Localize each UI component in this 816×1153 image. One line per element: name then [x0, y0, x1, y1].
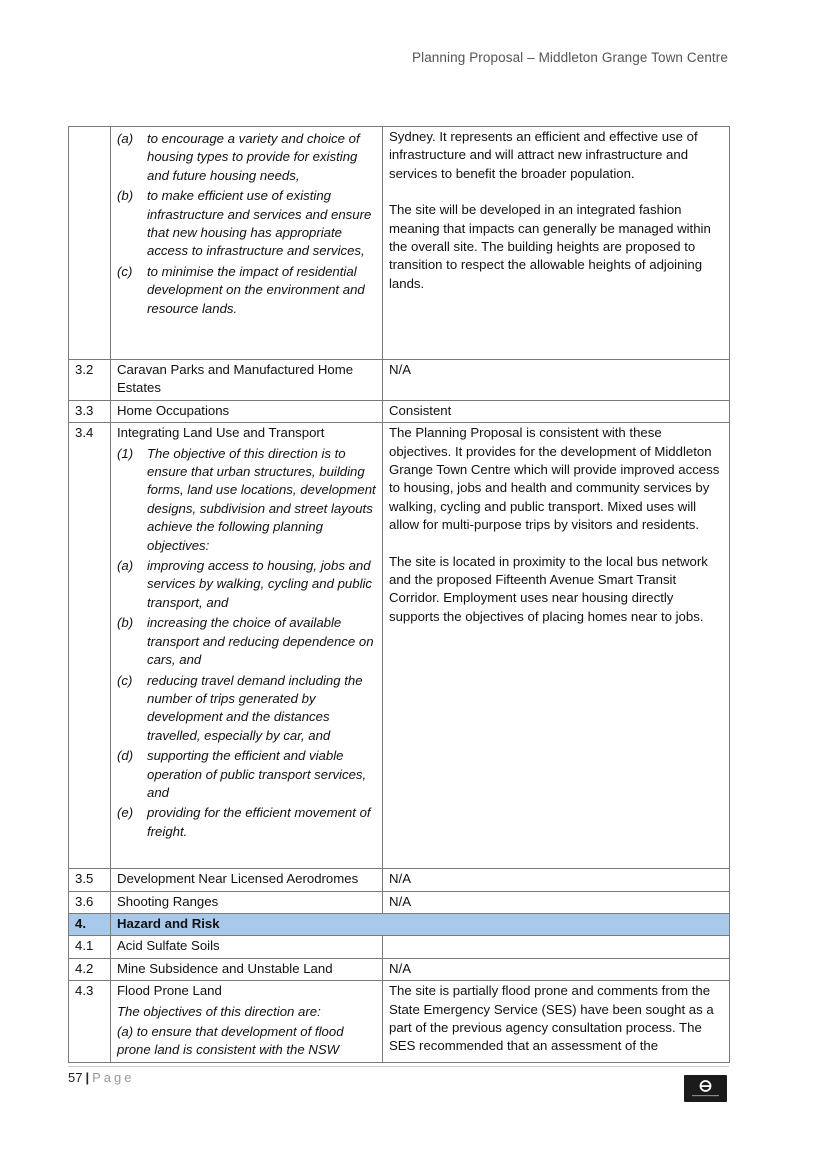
response-cell [383, 127, 730, 360]
section-title: Hazard and Risk [111, 914, 730, 936]
response-cell: N/A [383, 891, 730, 913]
response-paragraph: The site will be developed in an integrated fashion meaning that impacts can generally be managed within the overall site. The building heights are proposed to transition to respect the allowable heights of adjoining lands. [389, 202, 711, 291]
direction-title: Integrating Land Use and Transport [117, 425, 325, 441]
list-item: (e) providing for the efficient movement of freight. [117, 805, 371, 839]
list-item: (d) supporting the efficient and viable operation of public transport services, and [117, 748, 367, 800]
page-header-title: Planning Proposal – Middleton Grange Town Centre [412, 50, 728, 65]
section-row-hazard-and-risk [69, 914, 730, 936]
row-number: 3.3 [69, 400, 111, 422]
list-item: (c) to minimise the impact of residential development on the environment and resource lands. [117, 263, 365, 316]
response-cell [383, 936, 730, 958]
row-number: 3.6 [69, 891, 111, 913]
footer-separator: | [85, 1070, 90, 1085]
list-item: (a) to encourage a variety and choice of housing types to provide for existing and future housing needs, [117, 131, 360, 183]
table-row-3-2 [69, 360, 730, 401]
response-paragraph: Sydney. It represents an efficient and effective use of infrastructure and will attract new infrastructure and services to benefit the broader population. [389, 129, 698, 181]
objectives-cell [111, 127, 383, 360]
list-item: (c) reducing travel demand including the number of trips generated by development and the distances travelled, especially by car, and [117, 672, 363, 743]
section-number: 4. [69, 914, 111, 936]
direction-title: Mine Subsidence and Unstable Land [111, 958, 383, 980]
direction-title: Caravan Parks and Manufactured Home Estates [111, 360, 383, 401]
response-cell: Consistent [383, 400, 730, 422]
row-number: 4.3 [69, 981, 111, 1063]
table-row-4-2 [69, 958, 730, 980]
table-row-3-6 [69, 891, 730, 913]
row-number: 3.2 [69, 360, 111, 401]
table-row-3-3 [69, 400, 730, 422]
page-number: 57 [68, 1070, 83, 1085]
list-item: (b) to make efficient use of existing infrastructure and services and ensure that new housing has appropriate access to infrastructure and services, [117, 188, 372, 259]
list-item: (b) increasing the choice of available transport and reducing dependence on cars, and [117, 615, 374, 668]
response-cell: N/A [383, 958, 730, 980]
direction-title: Flood Prone Land [117, 983, 222, 999]
list-item: (a) improving access to housing, jobs and services by walking, cycling and public transport, and [117, 558, 373, 610]
row-number-cell [69, 127, 111, 360]
direction-intro: The objectives of this direction are: [117, 1003, 321, 1019]
table-row-3-5 [69, 869, 730, 891]
row-number: 4.1 [69, 936, 111, 958]
row-number: 3.4 [69, 423, 111, 869]
footer-divider [68, 1066, 729, 1067]
table-row-3-4 [69, 423, 730, 869]
page-footer [68, 1070, 134, 1085]
logo-mark-icon [684, 1075, 727, 1102]
list-item: (1) The objective of this direction is to ensure that urban structures, building forms, land use locations, development designs, subdivision and street layouts achieve the following planning objectives: [117, 445, 376, 553]
direction-title: Development Near Licensed Aerodromes [111, 869, 383, 891]
row-number: 3.5 [69, 869, 111, 891]
company-logo [684, 1075, 727, 1102]
page-label: Page [92, 1070, 135, 1085]
response-cell: N/A [383, 869, 730, 891]
list-item: (a) to ensure that development of flood prone land is consistent with the NSW [117, 1024, 344, 1058]
table-row-4-1 [69, 936, 730, 958]
response-cell [383, 423, 730, 869]
row-number: 4.2 [69, 958, 111, 980]
response-paragraph: The site is located in proximity to the local bus network and the proposed Fifteenth Avenue Smart Transit Corridor. Employment uses near housing directly supports the objectives of placing homes near to jobs. [389, 553, 708, 624]
direction-title: Acid Sulfate Soils [111, 936, 383, 958]
consistency-table [68, 126, 730, 1063]
table-row-4-3 [69, 981, 730, 1063]
direction-title: Home Occupations [111, 400, 383, 422]
table-row-continued [69, 127, 730, 360]
response-cell: The site is partially flood prone and comments from the State Emergency Service (SES) have been sought as a part of the previous agency consultation process. The SES recommended that an assessment of the [383, 981, 730, 1063]
response-paragraph: The Planning Proposal is consistent with these objectives. It provides for the development of Middleton Grange Town Centre which will provide improved access to housing, jobs and health and community services by walking, cycling and public transport. Mixed uses will allow for multi-purpose trips by visitors and residents. [389, 425, 720, 533]
direction-title: Shooting Ranges [111, 891, 383, 913]
objectives-cell [111, 423, 383, 869]
objectives-cell [111, 981, 383, 1063]
response-cell: N/A [383, 360, 730, 401]
